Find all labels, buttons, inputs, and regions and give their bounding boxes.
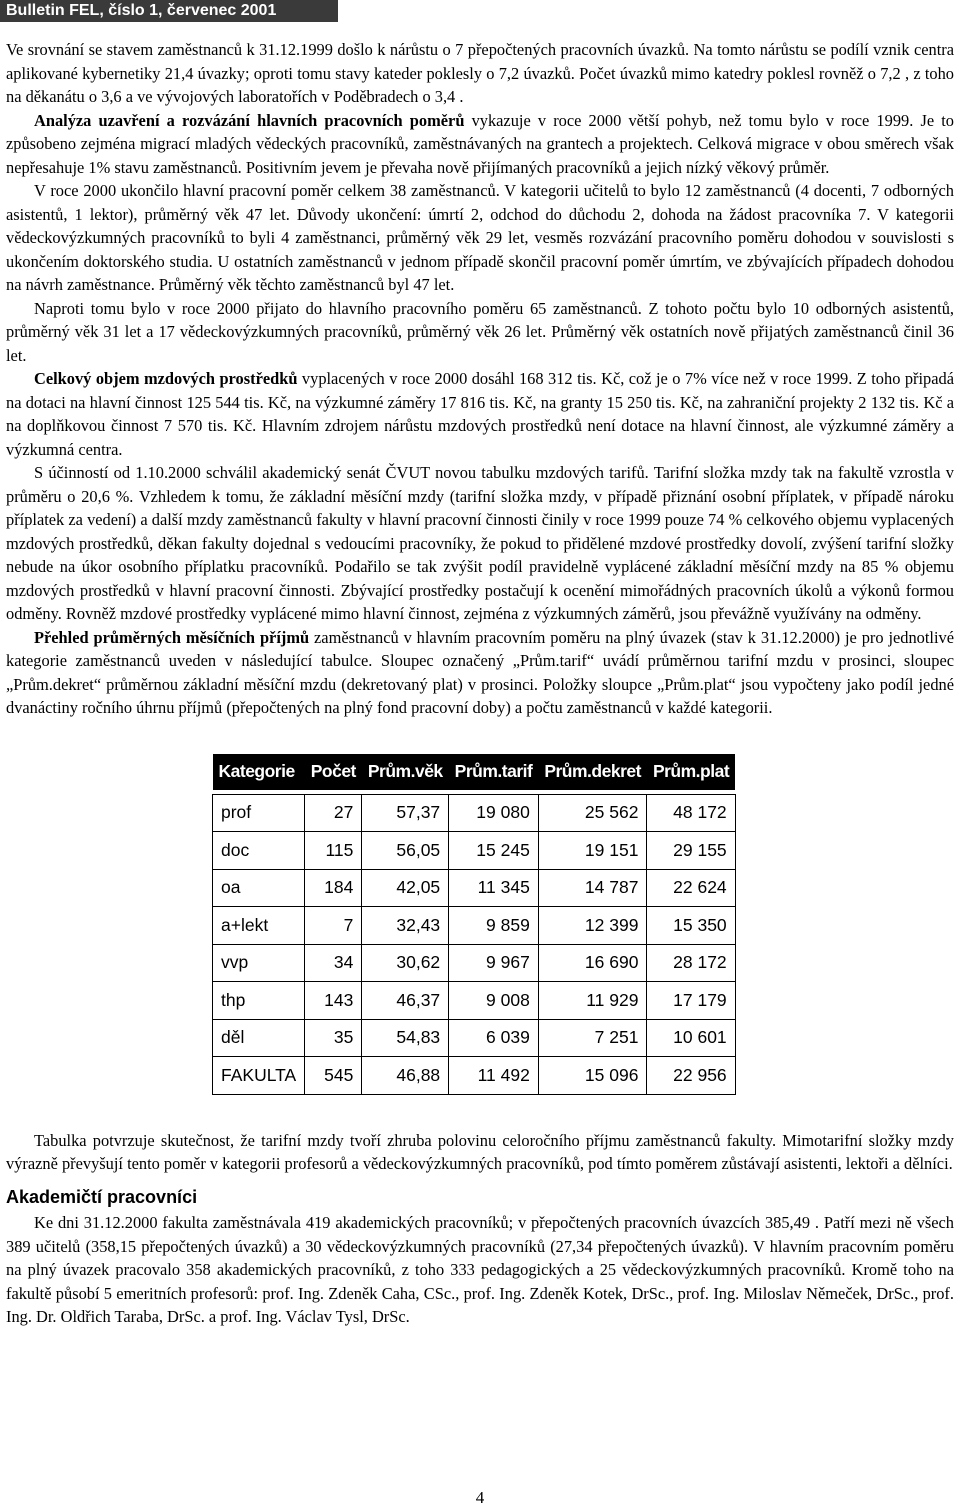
wage-volume-text: vyplacených v roce 2000 dosáhl 168 312 tis. Kč, což je o 7% více než v roce 1999. Z toho připadá na dotaci na hlavní činnost 125 544 tis. Kč, na výzkumné záměry 17 816 tis. Kč, na granty 15 250 tis. Kč, na zahraniční projekty 2 132 tis. Kč a na doplňkovou činnost 7 570 tis. Kč. Hlavním zdrojem nárůstu mzdových prostředků není dotace na hlavní činnost, ale výzkumné záměry a výzkumná centra. [6,369,954,459]
table-row [213,794,736,832]
paragraph-terminations: V roce 2000 ukončilo hlavní pracovní poměr celkem 38 zaměstnanců. V kategorii učitelů to bylo 12 zaměstnanců (4 docenti, 7 odborných asistentů, 1 lektor), průměrný věk 47 let. Důvody ukončení: úmrtí 2, odchod do důchodu 2, dohoda na žádost pracovníka 7. V kategorii vědeckovýzkumných pracovníků to byli 4 zaměstnanci, průměrný věk 29 let, vesměs rozvázání pracovního poměru dohodou v souvislosti s ukončením doktorského studia. U ostatních zaměstnanců v jednom případě skončil pracovní poměr úmrtím, ve zbývajících případech dohodou na návrh zaměstnance. Průměrný věk těchto zaměstnanců byl 47 let. [6,181,954,294]
table-cell: prof [213,794,305,832]
table-row [213,832,736,870]
table-cell: 545 [305,1057,362,1095]
table-cell: 46,88 [362,1057,449,1095]
table-cell: 9 008 [449,982,539,1020]
table-row [213,944,736,982]
paragraph-tariff-table: S účinností od 1.10.2000 schválil akademický senát ČVUT novou tabulku mzdových tarifů. Tarifní složka mzdy tak na fakultě vzrostla v průměru o 20,6 %. Vzhledem k tomu, že základní měsíční mzdy (tarifní složka mzdy, v případě přiznání osobní příplatek, v případě nároku příplatek za vedení) a další mzdy zaměstnanců fakulty v hlavní pracovní činnosti činily v roce 1999 pouze 74 % celkového objemu vyplacených mzdových prostředků, děkan fakulty dojednal s vedoucími pracovníky, že pokud to přidělené mzdové prostředky dovolí, zvýšení tarifní složky nebude na úkor osobního příplatku pracovníků. Podařilo se tak zvýšit podíl pravidelně vyplácené základní měsíční mzdy na 85 % objemu mzdových prostředků v hlavní pracovní činnosti. Zbývající prostředky postačují k ocenění mimořádných pracovních úkolů a výkonů formou odměny. Rovněž mzdové prostředky vyplácené mimo hlavní činnost, zejména z výzkumných záměrů, jsou převážně využívány na odměny. [6,463,954,623]
paragraph-wage-volume [6,367,954,461]
income-overview-heading: Přehled průměrných měsíčních příjmů [34,627,310,647]
analysis-text: vykazuje v roce 2000 větší pohyb, než tomu bylo v roce 1999. Je to způsobeno zejména migrací mladých vědeckých pracovníků, zaměstnávaných na grantech a projektech. Celková migrace v obou směrech však nepřesahuje 1% stavu zaměstnanců. Positivním jevem je převaha nově přijímaných pracovníků a jejich nízký věkový průměr. [6,110,954,177]
page-number: 4 [475,1488,485,1507]
table-cell: oa [213,869,305,907]
table-cell: 10 601 [647,1019,735,1057]
bulletin-header: Bulletin FEL, číslo 1, červenec 2001 [0,0,338,22]
table-cell: 17 179 [647,982,735,1020]
table-cell: 19 151 [538,832,647,870]
paragraph-analysis [6,109,954,180]
table-cell: 9 967 [449,944,539,982]
income-overview-text: zaměstnanců v hlavním pracovním poměru na plný úvazek (stav k 31.12.2000) je pro jednotlivé kategorie zaměstnanců uveden v následující tabulce. Sloupec označený „Prům.tarif“ uvádí průměrnou tarifní mzdu v prosinci, sloupec „Prům.dekret“ průměrnou základní měsíční mzdu (dekretovaný plat) v prosinci. Položky sloupce „Prům.plat“ jsou vypočteny jako podíl jedné dvanáctiny ročního úhrnu příjmů (přepočtených na plný fond pracovní doby) a počtu zaměstnanců v každé kategorii. [6,627,954,717]
table-cell: 56,05 [362,832,449,870]
table-cell: 57,37 [362,794,449,832]
table-cell: 12 399 [538,907,647,945]
table-cell: a+lekt [213,907,305,945]
table-cell: 28 172 [647,944,735,982]
table-cell: 19 080 [449,794,539,832]
col-header-age: Prům.věk [362,754,449,790]
col-header-plat: Prům.plat [647,754,735,790]
paragraph-income-overview [6,626,954,720]
table-cell: 16 690 [538,944,647,982]
col-header-dekret: Prům.dekret [538,754,647,790]
document-body [6,38,954,1329]
table-cell: 11 492 [449,1057,539,1095]
table-cell: 30,62 [362,944,449,982]
table-cell: 15 350 [647,907,735,945]
table-cell: 14 787 [538,869,647,907]
table-cell: 27 [305,794,362,832]
paragraph-academic-staff: Ke dni 31.12.2000 fakulta zaměstnávala 419 akademických pracovníků; v přepočtených pracovních úvazcích 385,49 . Patří mezi ně všech 389 učitelů (358,15 přepočtených úvazků) a 30 vědeckovýzkumných pracovníků (27,34 přepočtených úvazků). V hlavním pracovním poměru na plný úvazek pracovalo 358 akademických pracovníků, z toho 333 pedagogických a 25 vědeckovýzkumných pracovníků. Kromě toho na fakultě působí 5 emeritních profesorů: prof. Ing. Zdeněk Caha, CSc., prof. Ing. Zdeněk Kotek, DrSc., prof. Ing. Miloslav Němeček, DrSc., prof. Ing. Dr. Oldřich Taraba, DrSc. a prof. Ing. Václav Tysl, DrSc. [6,1213,954,1326]
table-cell: FAKULTA [213,1057,305,1095]
table-cell: 42,05 [362,869,449,907]
table-cell: 48 172 [647,794,735,832]
wage-volume-heading: Celkový objem mzdových prostředků [34,369,298,388]
table-row [213,869,736,907]
table-row [213,1019,736,1057]
table-cell: 25 562 [538,794,647,832]
salary-table [212,754,736,1095]
section-title-academic: Akademičtí pracovníci [6,1186,198,1207]
table-cell: 143 [305,982,362,1020]
table-body [213,790,736,1095]
paragraph-hires: Naproti tomu bylo v roce 2000 přijato do hlavního pracovního poměru 65 zaměstnanců. Z tohoto počtu bylo 10 odborných asistentů, průměrný věk 31 let a 17 vědeckovýzkumných pracovníků, průměrný věk 26 let. Průměrný věk ostatních nově přijatých zaměstnanců činil 36 let. [6,298,954,365]
table-cell: 32,43 [362,907,449,945]
table-cell: 7 [305,907,362,945]
salary-table-wrap [212,754,954,1095]
table-cell: 22 956 [647,1057,735,1095]
table-cell: vvp [213,944,305,982]
table-cell: 34 [305,944,362,982]
table-cell: děl [213,1019,305,1057]
table-cell: 184 [305,869,362,907]
table-cell: 29 155 [647,832,735,870]
col-header-tarif: Prům.tarif [449,754,539,790]
paragraph-staff-comparison: Ve srovnání se stavem zaměstnanců k 31.12.1999 došlo k nárůstu o 7 přepočtených pracovních úvazků. Na tomto nárůstu se podílí vznik centra aplikované kybernetiky 21,4 úvazky; oproti tomu stavy kateder poklesly o 7,2 úvazků. Počet úvazků mimo katedry poklesl rovněž o 7,2 , z toho na děkanátu o 3,6 a ve vývojových laboratořích v Poděbradech o 3,4 . [6,40,954,106]
paragraph-table-summary: Tabulka potvrzuje skutečnost, že tarifní mzdy tvoří zhruba polovinu celoročního příjmu zaměstnanců fakulty. Mimotarifní složky mzdy výrazně převyšují tento poměr v kategorii profesorů a vědeckovýzkumných pracovníků, pod tímto poměrem zůstávají asistenti, lektoři a dělníci. [6,1130,954,1173]
table-header-row [213,754,736,790]
col-header-category: Kategorie [213,754,305,790]
table-row [213,982,736,1020]
table-cell: 46,37 [362,982,449,1020]
table-row [213,1057,736,1095]
table-cell: 54,83 [362,1019,449,1057]
table-cell: 15 096 [538,1057,647,1095]
table-cell: doc [213,832,305,870]
analysis-heading: Analýza uzavření a rozvázání hlavních pracovních poměrů [34,110,465,130]
col-header-count: Počet [305,754,362,790]
table-cell: 15 245 [449,832,539,870]
table-row [213,907,736,945]
table-cell: 35 [305,1019,362,1057]
table-cell: 115 [305,832,362,870]
table-cell: thp [213,982,305,1020]
table-cell: 7 251 [538,1019,647,1057]
table-cell: 22 624 [647,869,735,907]
table-cell: 11 345 [449,869,539,907]
table-cell: 9 859 [449,907,539,945]
table-cell: 11 929 [538,982,647,1020]
table-cell: 6 039 [449,1019,539,1057]
